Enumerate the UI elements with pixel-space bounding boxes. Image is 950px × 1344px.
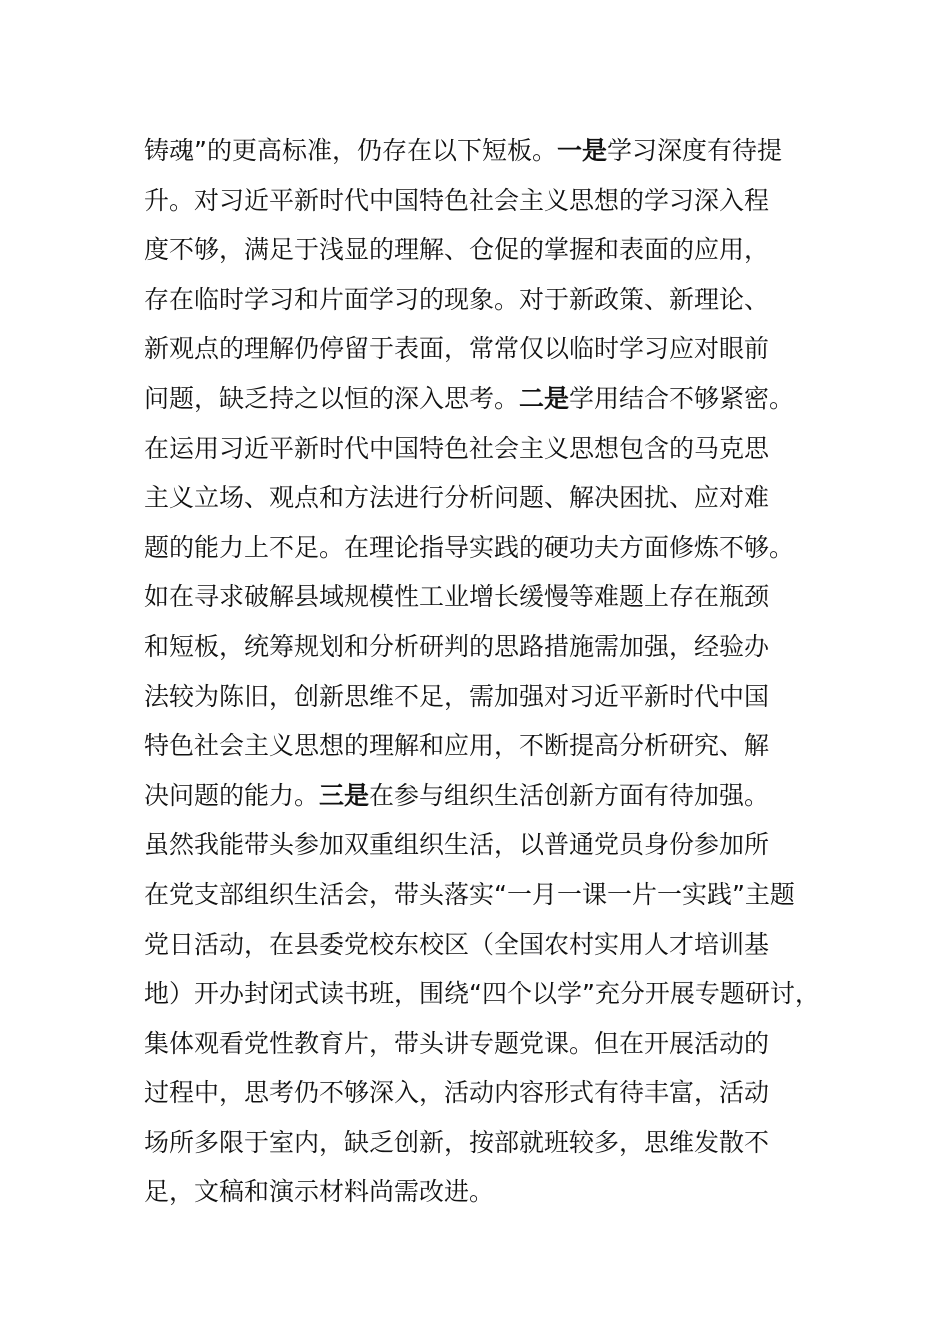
text-line — [144, 820, 834, 870]
text-line — [144, 672, 834, 722]
text-line — [144, 126, 834, 176]
text-segment: 题的能力上不足。在理论指导实践的硬功夫方面修炼不够。 — [144, 532, 795, 562]
text-line — [144, 523, 834, 573]
emphasis-label: 三是 — [319, 780, 370, 810]
text-line — [144, 324, 834, 374]
text-line — [144, 176, 834, 226]
emphasis-label: 二是 — [519, 383, 570, 413]
text-line — [144, 920, 834, 970]
emphasis-label: 一是 — [556, 136, 607, 165]
text-line — [144, 1019, 834, 1069]
text-segment: 地）开办封闭式读书班，围绕“四个以学”充分开展专题研讨， — [144, 979, 820, 1009]
text-segment: 学习深度有待提 — [606, 136, 782, 165]
text-line — [144, 225, 834, 275]
text-segment: 特色社会主义思想的理解和应用，不断提高分析研究、解 — [144, 731, 770, 761]
text-segment: 虽然我能带头参加双重组织生活，以普通党员身份参加所 — [144, 830, 770, 860]
body-paragraph — [144, 126, 834, 1217]
text-line — [144, 1068, 834, 1118]
text-segment: 存在临时学习和片面学习的现象。对于新政策、新理论、 — [144, 284, 770, 314]
text-line — [144, 424, 834, 474]
text-segment: 在运用习近平新时代中国特色社会主义思想包含的马克思 — [144, 433, 770, 463]
text-segment: 问题，缺乏持之以恒的深入思考。 — [144, 383, 520, 413]
text-segment: 党日活动，在县委党校东校区（全国农村实用人才培训基 — [144, 929, 770, 959]
text-line — [144, 721, 834, 771]
text-segment: 集体观看党性教育片，带头讲专题党课。但在开展活动的 — [144, 1028, 770, 1058]
text-segment: 新观点的理解仍停留于表面，常常仅以临时学习应对眼前 — [144, 334, 770, 364]
text-segment: 过程中，思考仍不够深入，活动内容形式有待丰富，活动 — [144, 1078, 770, 1108]
text-segment: 在参与组织生活创新方面有待加强。 — [369, 780, 770, 810]
text-segment: 在党支部组织生活会，带头落实“一月一课一片一实践”主题 — [144, 879, 795, 909]
text-line — [144, 374, 834, 424]
text-segment: 足，文稿和演示材料尚需改进。 — [144, 1177, 495, 1207]
text-line — [144, 473, 834, 523]
text-segment: 决问题的能力。 — [144, 780, 320, 810]
text-line — [144, 969, 834, 1019]
text-segment: 铸魂”的更高标准，仍存在以下短板。 — [144, 136, 557, 165]
text-segment: 和短板，统筹规划和分析研判的思路措施需加强，经验办 — [144, 631, 770, 661]
text-line — [144, 870, 834, 920]
text-segment: 场所多限于室内，缺乏创新，按部就班较多，思维发散不 — [144, 1127, 770, 1157]
text-segment: 主义立场、观点和方法进行分析问题、解决困扰、应对难 — [144, 483, 770, 513]
text-line — [144, 572, 834, 622]
text-line — [144, 275, 834, 325]
text-segment: 法较为陈旧，创新思维不足，需加强对习近平新时代中国 — [144, 681, 770, 711]
text-line — [144, 771, 834, 821]
text-segment: 升。对习近平新时代中国特色社会主义思想的学习深入程 — [144, 185, 770, 215]
text-segment: 如在寻求破解县域规模性工业增长缓慢等难题上存在瓶颈 — [144, 582, 770, 612]
text-segment: 度不够，满足于浅显的理解、仓促的掌握和表面的应用， — [144, 235, 770, 265]
text-line — [144, 1167, 834, 1217]
text-line — [144, 622, 834, 672]
text-line — [144, 1118, 834, 1168]
text-segment: 学用结合不够紧密。 — [569, 383, 795, 413]
